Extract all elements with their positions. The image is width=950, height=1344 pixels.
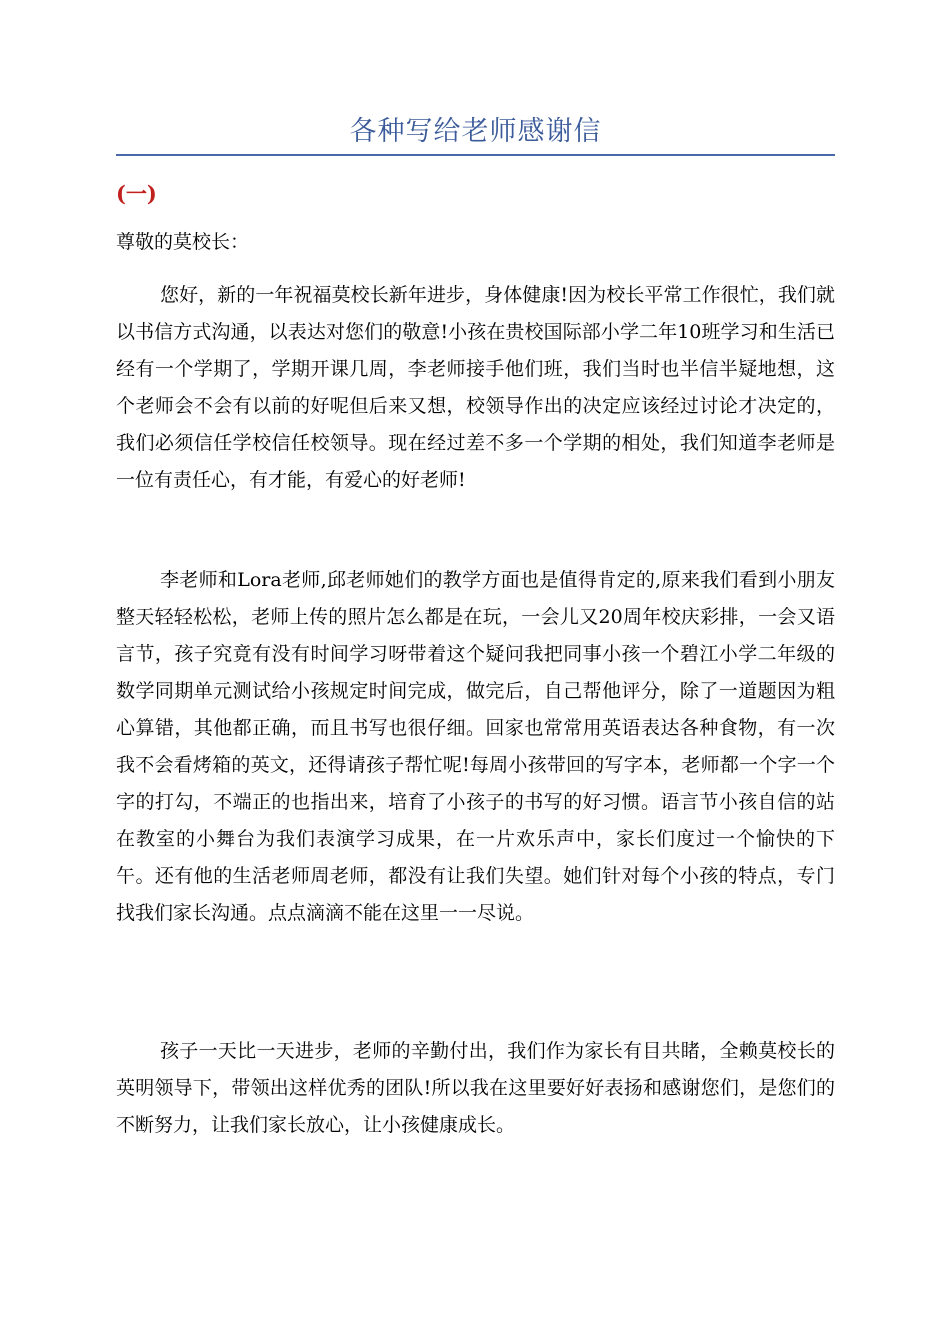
section-number: (一) [116,181,157,206]
letter-paragraph: 孩子一天比一天进步，老师的辛勤付出，我们作为家长有目共睹，全赖莫校长的英明领导下，带领出这样优秀的团队!所以我在这里要好好表扬和感谢您们，是您们的不断努力，让我们家长放心，让小孩健康成长。 [116,1040,835,1136]
title-underline [116,154,835,156]
page-title: 各种写给老师感谢信 [349,116,602,147]
letter-paragraph: 李老师和Lora老师,邱老师她们的教学方面也是值得肯定的,原来我们看到小朋友整天轻轻松松，老师上传的照片怎么都是在玩，一会儿又20周年校庆彩排，一会又语言节，孩子究竟有没有时间学习呀带着这个疑问我把同事小孩一个碧江小学二年级的数学同期单元测试给小孩规定时间完成，做完后，自己帮他评分，除了一道题因为粗心算错，其他都正确，而且书写也很仔细。回家也常常用英语表达各种食物，有一次我不会看烤箱的英文，还得请孩子帮忙呢!每周小孩带回的写字本，老师都一个字一个字的打勾，不端正的也指出来，培育了小孩子的书写的好习惯。语言节小孩自信的站在教室的小舞台为我们表演学习成果，在一片欢乐声中，家长们度过一个愉快的下午。还有他的生活老师周老师，都没有让我们失望。她们针对每个小孩的特点，专门找我们家长沟通。点点滴滴不能在这里一一尽说。 [116,569,835,924]
letter-paragraph: 您好，新的一年祝福莫校长新年进步，身体健康!因为校长平常工作很忙，我们就以书信方式沟通，以表达对您们的敬意!小孩在贵校国际部小学二年10班学习和生活已经有一个学期了，学期开课几周，李老师接手他们班，我们当时也半信半疑地想，这个老师会不会有以前的好呢但后来又想，校领导作出的决定应该经过讨论才决定的，我们必须信任学校信任校领导。现在经过差不多一个学期的相处，我们知道李老师是一位有责任心，有才能，有爱心的好老师! [116,284,835,491]
letter-salutation: 尊敬的莫校长： [116,231,250,253]
